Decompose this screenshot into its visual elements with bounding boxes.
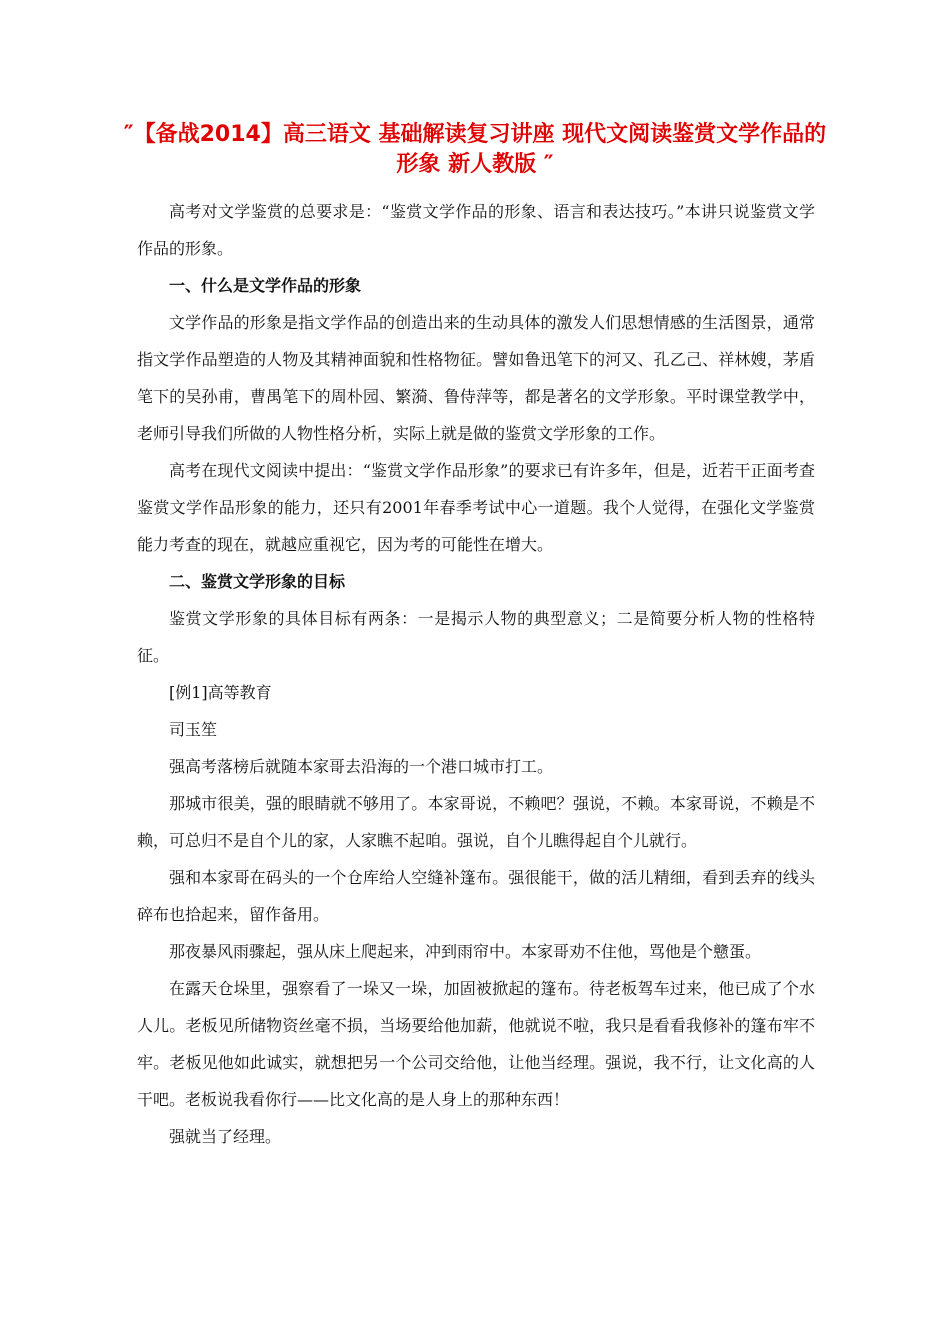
paragraph: 鉴赏文学形象的具体目标有两条：一是揭示人物的典型意义；二是简要分析人物的性格特征。 bbox=[137, 609, 815, 665]
author-name: 司玉笙 bbox=[169, 720, 218, 739]
paragraph: 强高考落榜后就随本家哥去沿海的一个港口城市打工。 bbox=[169, 757, 554, 776]
paragraph: 那夜暴风雨骤起，强从床上爬起来，冲到雨帘中。本家哥劝不住他，骂他是个戆蛋。 bbox=[169, 942, 762, 961]
document-title: ″【备战2014】高三语文 基础解读复习讲座 现代文阅读鉴赏文学作品的形象 新人教版 ″ bbox=[123, 122, 827, 177]
example-label: [例1]高等教育 bbox=[169, 683, 272, 702]
paragraph: 那城市很美，强的眼睛就不够用了。本家哥说，不赖吧？强说，不赖。本家哥说，不赖是不赖，可总归不是自个儿的家，人家瞧不起咱。强说，自个儿瞧得起自个儿就行。 bbox=[137, 794, 815, 850]
paragraph: 强和本家哥在码头的一个仓库给人空缝补篷布。强很能干，做的活儿精细，看到丢弃的线头碎布也拾起来，留作备用。 bbox=[137, 868, 815, 924]
paragraph: 在露天仓垛里，强察看了一垛又一垛，加固被掀起的篷布。待老板驾车过来，他已成了个水人儿。老板见所储物资丝毫不损，当场要给他加薪，他就说不啦，我只是看看我修补的篷布牢不牢。老板见他如此诚实，就想把另一个公司交给他，让他当经理。强说，我不行，让文化高的人干吧。老板说我看你行——比文化高的是人身上的那种东西！ bbox=[137, 979, 815, 1109]
section-heading: 一、什么是文学作品的形象 bbox=[169, 276, 362, 295]
document-body bbox=[137, 193, 815, 1155]
paragraph: 文学作品的形象是指文学作品的创造出来的生动具体的激发人们思想情感的生活图景，通常指文学作品塑造的人物及其精神面貌和性格物征。譬如鲁迅笔下的河又、孔乙己、祥林嫂，茅盾笔下的吴孙甫，曹禺笔下的周朴园、繁漪、鲁侍萍等，都是著名的文学形象。平时课堂教学中，老师引导我们所做的人物性格分析，实际上就是做的鉴赏文学形象的工作。 bbox=[137, 313, 815, 443]
paragraph: 高考在现代文阅读中提出：“鉴赏文学作品形象”的要求已有许多年，但是，近若干正面考查鉴赏文学作品形象的能力，还只有2001年春季考试中心一道题。我个人觉得，在强化文学鉴赏能力考查的现在，就越应重视它，因为考的可能性在增大。 bbox=[137, 461, 815, 554]
section-heading: 二、鉴赏文学形象的目标 bbox=[169, 572, 346, 591]
paragraph: 强就当了经理。 bbox=[169, 1127, 282, 1146]
paragraph: 高考对文学鉴赏的总要求是：“鉴赏文学作品的形象、语言和表达技巧。”本讲只说鉴赏文学作品的形象。 bbox=[137, 202, 815, 258]
